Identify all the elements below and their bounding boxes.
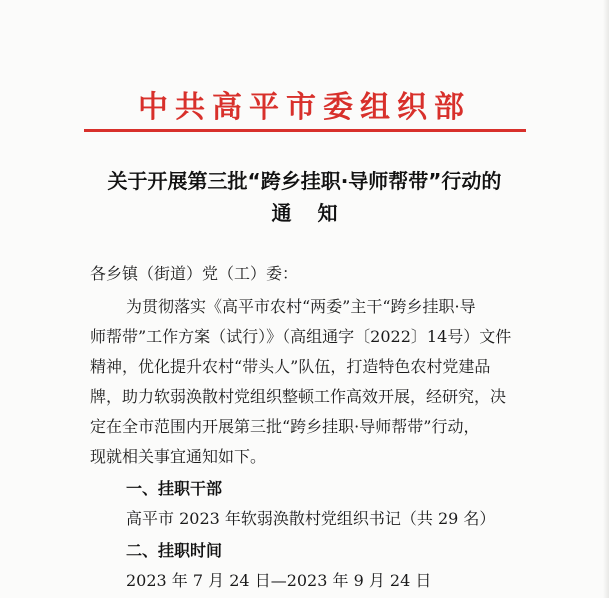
section-1-heading: 一、挂职干部: [126, 479, 223, 498]
document-title-line-1: 关于开展第三批“跨乡挂职·导师帮带”行动的: [107, 169, 502, 193]
section-1-text: 高平市 2023 年软弱涣散村党组织书记（共 29 名）: [126, 509, 496, 528]
issuing-organization-header: 中共高平市委组织部: [138, 90, 471, 125]
red-header-rule: [84, 129, 526, 132]
section-2-text: 2023 年 7 月 24 日—2023 年 9 月 24 日: [126, 571, 432, 590]
paragraph-line-2: 师帮带”工作方案（试行）》（高组通字〔2022〕14号）文件: [90, 327, 512, 346]
document-title-line-2: 通知: [271, 201, 364, 225]
salutation: 各乡镇（街道）党（工）委：: [90, 264, 299, 283]
section-2-heading: 二、挂职时间: [126, 541, 223, 560]
paragraph-line-3: 精神，优化提升农村“带头人”队伍，打造特色农村党建品: [90, 357, 491, 376]
paragraph-line-5: 定在全市范围内开展第三批“跨乡挂职·导师帮带”行动，: [90, 417, 480, 436]
paragraph-line-1: 为贯彻落实《高平市农村“两委”主干“跨乡挂职·导: [126, 297, 476, 316]
paragraph-line-6: 现就相关事宜通知如下。: [90, 447, 267, 466]
paragraph-line-4: 牌，助力软弱涣散村党组织整顿工作高效开展，经研究，决: [90, 387, 507, 406]
